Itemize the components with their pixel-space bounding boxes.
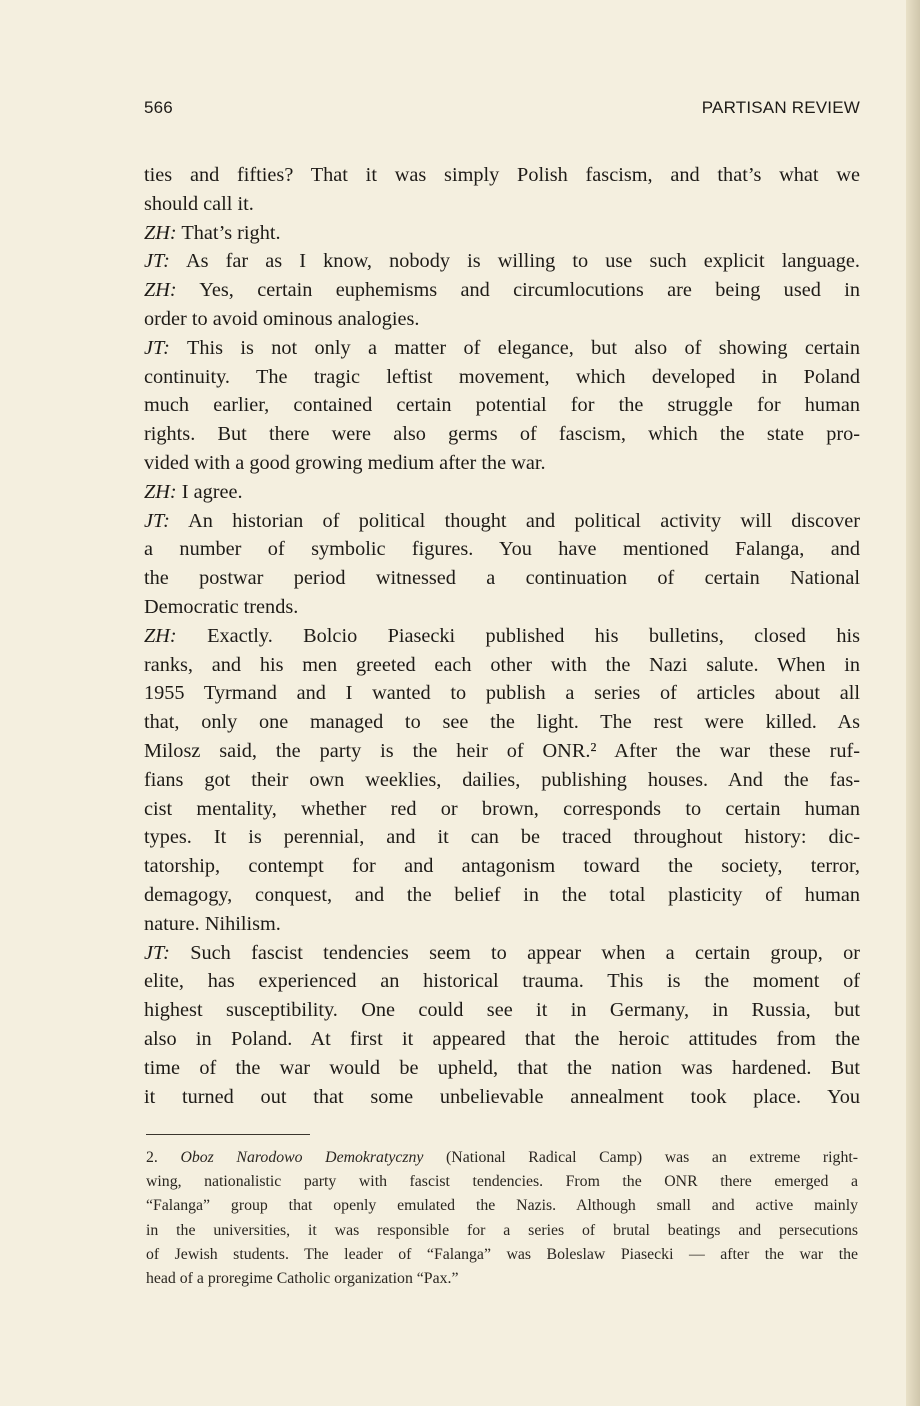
- text-line: [144, 161, 860, 190]
- text-line: [144, 564, 860, 593]
- speaker-label: JT:: [144, 250, 170, 273]
- line-text: it turned out that some unbelievable annealment took place. You: [144, 1085, 860, 1108]
- text-line: [144, 535, 860, 564]
- speaker-label: JT:: [144, 941, 170, 964]
- footnote-line: in the universities, it was responsible for a series of brutal beatings and persecutions: [146, 1221, 858, 1239]
- text-line: [144, 334, 860, 363]
- line-text: This is not only a matter of elegance, but also of showing certain: [186, 336, 860, 359]
- line-text: tatorship, contempt for and antagonism toward the society, terror,: [144, 855, 860, 878]
- text-line: [144, 276, 860, 305]
- speaker-label: ZH:: [144, 480, 177, 503]
- text-line: [144, 996, 860, 1025]
- speaker-label: JT:: [144, 336, 170, 359]
- text-line: [144, 391, 860, 420]
- text-line: [144, 651, 860, 680]
- line-text: ties and fifties? That it was simply Polish fascism, and that’s what we: [144, 164, 860, 186]
- text-line: [144, 766, 860, 795]
- line-text: Democratic trends.: [144, 595, 299, 618]
- line-text: Such fascist tendencies seem to appear when a certain group, or: [190, 941, 860, 964]
- speaker-label: ZH:: [144, 624, 177, 647]
- footnote-line: wing, nationalistic party with fascist tendencies. From the ONR there emerged a: [146, 1173, 858, 1191]
- text-line: [144, 449, 860, 478]
- text-line: [144, 1025, 860, 1054]
- line-text: Exactly. Bolcio Piasecki published his bulletins, closed his: [207, 624, 860, 647]
- line-text: should call it.: [144, 192, 254, 215]
- text-line: [144, 708, 860, 737]
- speaker-label: ZH:: [144, 221, 177, 244]
- line-text: An historian of political thought and political activity will discover: [188, 509, 861, 532]
- page-number: 566: [144, 98, 173, 117]
- text-line: [144, 507, 860, 536]
- text-line: [144, 305, 860, 334]
- line-text: demagogy, conquest, and the belief in the total plasticity of human: [144, 883, 860, 906]
- line-text: I agree.: [181, 480, 243, 503]
- text-line: [144, 967, 860, 996]
- line-text: types. It is perennial, and it can be traced throughout history: dic-: [144, 826, 860, 849]
- line-text: Yes, certain euphemisms and circumlocutions are being used in: [199, 279, 860, 302]
- line-text: the postwar period witnessed a continuation of certain National: [144, 567, 860, 590]
- line-text: 1955 Tyrmand and I wanted to publish a series of articles about all: [144, 682, 860, 705]
- line-text: vided with a good growing medium after the war.: [144, 451, 546, 474]
- footnote: [146, 1146, 858, 1291]
- line-text: that, only one managed to see the light. The rest were killed. As: [144, 711, 860, 734]
- line-text: continuity. The tragic leftist movement, which developed in Poland: [144, 365, 860, 388]
- footnote-line: “Falanga” group that openly emulated the Nazis. Although small and active mainly: [146, 1197, 858, 1215]
- speaker-label: ZH:: [144, 279, 177, 302]
- line-text: highest susceptibility. One could see it in Germany, in Russia, but: [144, 999, 860, 1022]
- footnote-rule: [146, 1134, 310, 1135]
- line-text: fians got their own weeklies, dailies, publishing houses. And the fas-: [144, 768, 860, 791]
- text-line: [144, 1083, 860, 1112]
- footnote-title: Oboz Narodowo Demokratyczny: [180, 1149, 424, 1166]
- footnote-text: (National Radical Camp) was an extreme right-: [446, 1149, 858, 1166]
- footnote-line: head of a proregime Catholic organization “Pax.”: [146, 1269, 459, 1287]
- line-text: That’s right.: [181, 221, 281, 244]
- text-line: [144, 795, 860, 824]
- text-line: [144, 622, 860, 651]
- footnote-number: 2.: [146, 1149, 158, 1166]
- speaker-label: JT:: [144, 509, 170, 532]
- text-line: [144, 363, 860, 392]
- line-text: ranks, and his men greeted each other with the Nazi salute. When in: [144, 653, 860, 676]
- text-line: [144, 219, 860, 248]
- text-line: [144, 247, 860, 276]
- text-line: [144, 737, 860, 766]
- line-text: much earlier, contained certain potential for the struggle for human: [144, 394, 860, 417]
- text-line: [144, 852, 860, 881]
- interview-text: [144, 161, 860, 1111]
- text-line: [144, 478, 860, 507]
- line-text: order to avoid ominous analogies.: [144, 307, 420, 330]
- line-text: As far as I know, nobody is willing to use such explicit language.: [185, 250, 860, 273]
- text-line: [144, 1054, 860, 1083]
- text-line: [144, 420, 860, 449]
- footnote-line: [146, 1146, 858, 1170]
- line-text: a number of symbolic figures. You have mentioned Falanga, and: [144, 538, 860, 561]
- text-line: [144, 190, 860, 219]
- line-text: elite, has experienced an historical trauma. This is the moment of: [144, 970, 860, 993]
- text-line: [144, 939, 860, 968]
- line-text: rights. But there were also germs of fascism, which the state pro-: [144, 423, 860, 446]
- line-text: Milosz said, the party is the heir of ONR.² After the war these ruf-: [144, 739, 860, 762]
- line-text: also in Poland. At first it appeared that the heroic attitudes from the: [144, 1027, 860, 1050]
- text-line: [144, 910, 860, 939]
- footnote-line: of Jewish students. The leader of “Falanga” was Boleslaw Piasecki — after the war the: [146, 1245, 858, 1263]
- page-edge: [906, 0, 920, 1406]
- line-text: cist mentality, whether red or brown, corresponds to certain human: [144, 797, 860, 820]
- text-line: [144, 679, 860, 708]
- line-text: nature. Nihilism.: [144, 912, 281, 935]
- text-line: [144, 881, 860, 910]
- text-line: [144, 823, 860, 852]
- journal-title: PARTISAN REVIEW: [701, 98, 860, 117]
- line-text: time of the war would be upheld, that the nation was hardened. But: [144, 1056, 860, 1079]
- text-line: [144, 593, 860, 622]
